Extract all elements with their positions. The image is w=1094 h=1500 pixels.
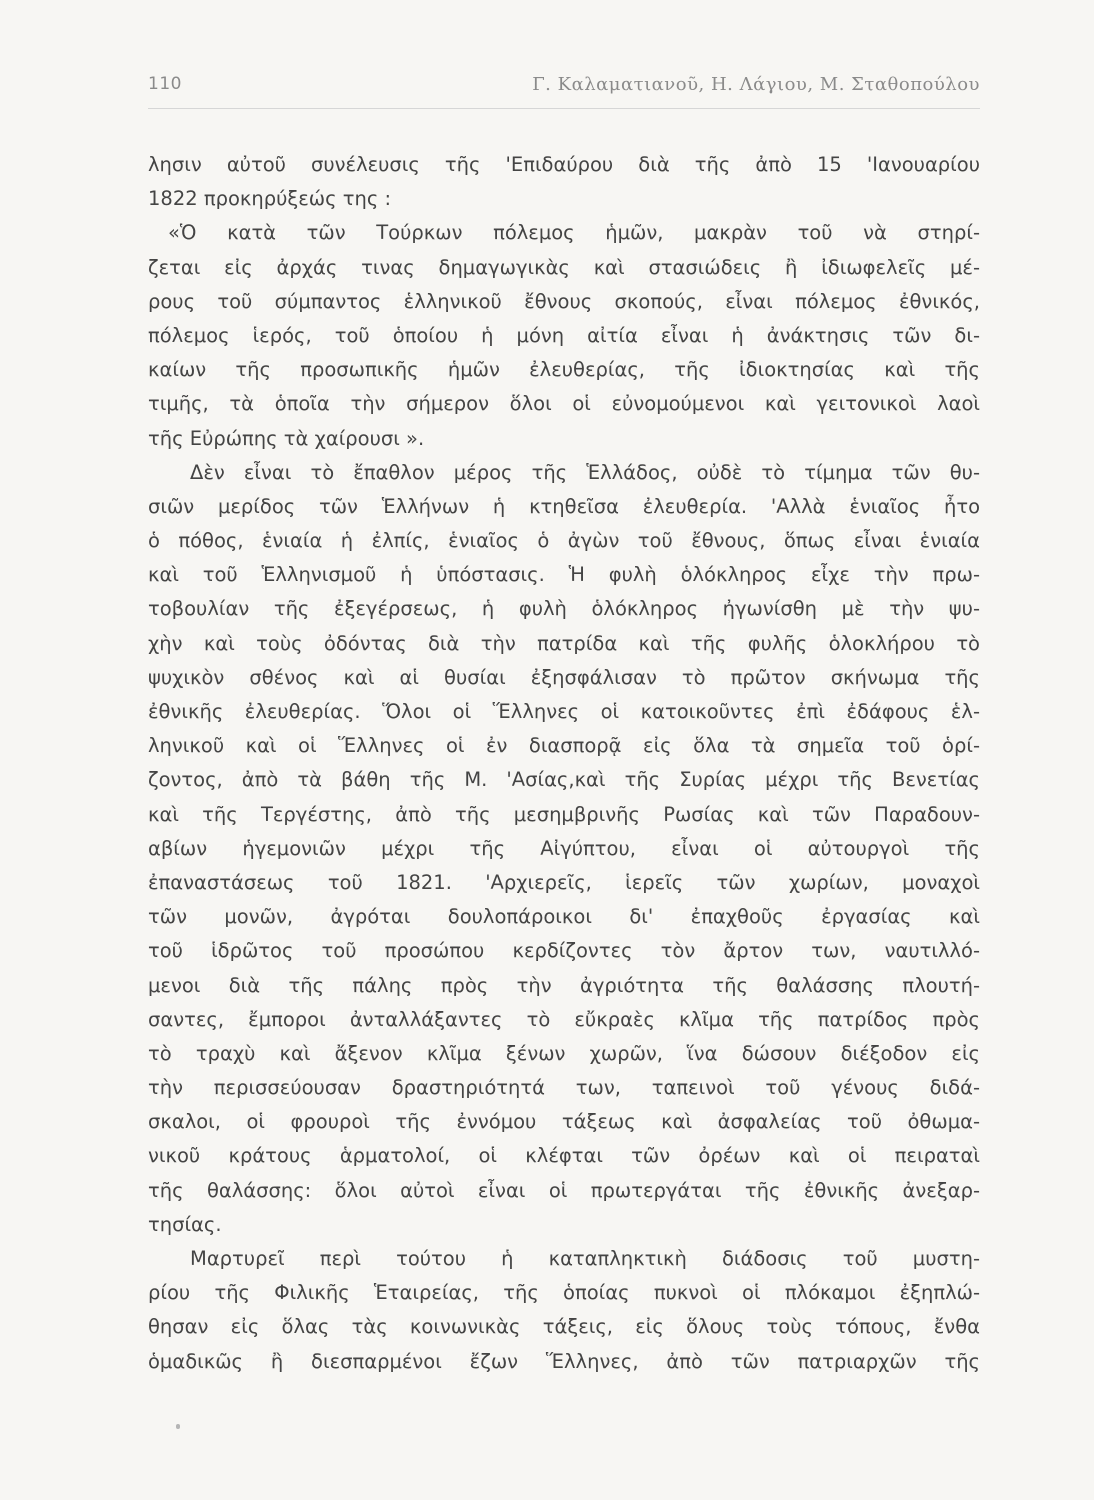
- text-line: σαντες, ἔμποροι ἀνταλλάξαντες τὸ εὔκραὲς κλῖμα τῆς πατρίδος πρὸς: [148, 1007, 980, 1031]
- text-line: θησαν εἰς ὅλας τὰς κοινωνικὰς τάξεις, εἰς ὅλους τοὺς τόπους, ἔνθα: [148, 1315, 980, 1339]
- text-line: ρίου τῆς Φιλικῆς Ἑταιρείας, τῆς ὁποίας πυκνοὶ οἱ πλόκαμοι ἐξηπλώ-: [148, 1281, 980, 1305]
- text-line: τοβουλίαν τῆς ἐξεγέρσεως, ἡ φυλὴ ὁλόκληρος ἠγωνίσθη μὲ τὴν ψυ-: [148, 597, 980, 621]
- text-line: σκαλοι, οἱ φρουροὶ τῆς ἐννόμου τάξεως καὶ ἀσφαλείας τοῦ ὀθωμα-: [148, 1110, 980, 1134]
- text-line: ἐπαναστάσεως τοῦ 1821. 'Αρχιερεῖς, ἱερεῖς τῶν χωρίων, μοναχοὶ: [148, 870, 980, 894]
- text-line: ληνικοῦ καὶ οἱ Ἕλληνες οἱ ἐν διασπορᾷ εἰς ὅλα τὰ σημεῖα τοῦ ὁρί-: [148, 734, 980, 758]
- text-line: καὶ τῆς Τεργέστης, ἀπὸ τῆς μεσημβρινῆς Ρωσίας καὶ τῶν Παραδουν-: [148, 802, 980, 826]
- text-line: τοῦ ἱδρῶτος τοῦ προσώπου κερδίζοντες τὸν ἄρτον των, ναυτιλλό-: [148, 939, 980, 963]
- ink-speck: [176, 1424, 180, 1429]
- body-text: [148, 148, 980, 1379]
- text-line: ὁμαδικῶς ἢ διεσπαρμένοι ἔζων Ἕλληνες, ἀπὸ τῶν πατριαρχῶν τῆς: [148, 1349, 980, 1373]
- text-line: ζεται εἰς ἀρχάς τινας δημαγωγικὰς καὶ στασιώδεις ἢ ἰδιωφελεῖς μέ-: [148, 255, 980, 279]
- text-line: χὴν καὶ τοὺς ὀδόντας διὰ τὴν πατρίδα καὶ τῆς φυλῆς ὁλοκλήρου τὸ: [148, 631, 980, 655]
- text-line: καίων τῆς προσωπικῆς ἡμῶν ἐλευθερίας, τῆς ἰδιοκτησίας καὶ τῆς: [148, 358, 980, 382]
- text-line: τησίας.: [148, 1212, 222, 1236]
- text-line: τιμῆς, τὰ ὁποῖα τὴν σήμερον ὅλοι οἱ εὐνομούμενοι καὶ γειτονικοὶ λαοὶ: [148, 392, 980, 416]
- text-line: ὁ πόθος, ἑνιαία ἡ ἐλπίς, ἑνιαῖος ὁ ἀγὼν τοῦ ἔθνους, ὅπως εἶναι ἑνιαία: [148, 529, 980, 553]
- text-line: Δὲν εἶναι τὸ ἔπαθλον μέρος τῆς Ἑλλάδος, οὐδὲ τὸ τίμημα τῶν θυ-: [190, 460, 980, 484]
- text-line: αβίων ἡγεμονιῶν μέχρι τῆς Αἰγύπτου, εἶναι οἱ αὐτουργοὶ τῆς: [148, 836, 980, 860]
- text-line: τὴν περισσεύουσαν δραστηριότητά των, ταπεινοὶ τοῦ γένους διδά-: [148, 1076, 980, 1100]
- running-head: [148, 74, 980, 102]
- text-line: τὸ τραχὺ καὶ ἄξενον κλῖμα ξένων χωρῶν, ἵνα δώσουν διέξοδον εἰς: [148, 1041, 980, 1065]
- text-line: Μαρτυρεῖ περὶ τούτου ἡ καταπληκτικὴ διάδοσις τοῦ μυστη-: [190, 1247, 980, 1270]
- running-title: Γ. Καλαματιανοῦ, Η. Λάγιου, Μ. Σταθοπούλου: [532, 74, 980, 95]
- text-line: ρους τοῦ σύμπαντος ἑλληνικοῦ ἔθνους σκοπούς, εἶναι πόλεμος ἐθνικός,: [148, 289, 980, 313]
- text-line: «Ὁ κατὰ τῶν Τούρκων πόλεμος ἡμῶν, μακρὰν τοῦ νὰ στηρί-: [168, 221, 980, 245]
- page-number: 110: [148, 74, 182, 94]
- text-line: 1822 προκηρύξεώς της :: [148, 187, 392, 211]
- text-line: λησιν αὐτοῦ συνέλευσις τῆς 'Επιδαύρου διὰ τῆς ἀπὸ 15 'Ιανουαρίου: [148, 153, 980, 176]
- text-line: μενοι διὰ τῆς πάλης πρὸς τὴν ἀγριότητα τῆς θαλάσσης πλουτή-: [148, 973, 980, 997]
- text-line: σιῶν μερίδος τῶν Ἑλλήνων ἡ κτηθεῖσα ἐλευθερία. 'Αλλὰ ἑνιαῖος ἦτο: [148, 494, 980, 518]
- text-line: τῆς Εὐρώπης τὰ χαίρουσι ».: [148, 426, 425, 450]
- text-line: ψυχικὸν σθένος καὶ αἱ θυσίαι ἐξησφάλισαν τὸ πρῶτον σκήνωμα τῆς: [148, 665, 980, 689]
- header-rule: [148, 108, 980, 109]
- text-line: νικοῦ κράτους ἁρματολοί, οἱ κλέφται τῶν ὀρέων καὶ οἱ πειραταὶ: [148, 1144, 980, 1168]
- text-line: ζοντος, ἀπὸ τὰ βάθη τῆς Μ. 'Ασίας,καὶ τῆς Συρίας μέχρι τῆς Βενετίας: [148, 768, 980, 792]
- text-line: ἐθνικῆς ἐλευθερίας. Ὅλοι οἱ Ἕλληνες οἱ κατοικοῦντες ἐπὶ ἐδάφους ἑλ-: [148, 700, 980, 723]
- text-line: πόλεμος ἱερός, τοῦ ὁποίου ἡ μόνη αἰτία εἶναι ἡ ἀνάκτησις τῶν δι-: [148, 323, 980, 347]
- text-line: τῆς θαλάσσης: ὅλοι αὐτοὶ εἶναι οἱ πρωτεργάται τῆς ἐθνικῆς ἀνεξαρ-: [148, 1178, 980, 1202]
- text-line: καὶ τοῦ Ἑλληνισμοῦ ἡ ὑπόστασις. Ἡ φυλὴ ὁλόκληρος εἶχε τὴν πρω-: [148, 563, 980, 587]
- text-line: τῶν μονῶν, ἀγρόται δουλοπάροικοι δι' ἐπαχθοῦς ἐργασίας καὶ: [148, 905, 980, 929]
